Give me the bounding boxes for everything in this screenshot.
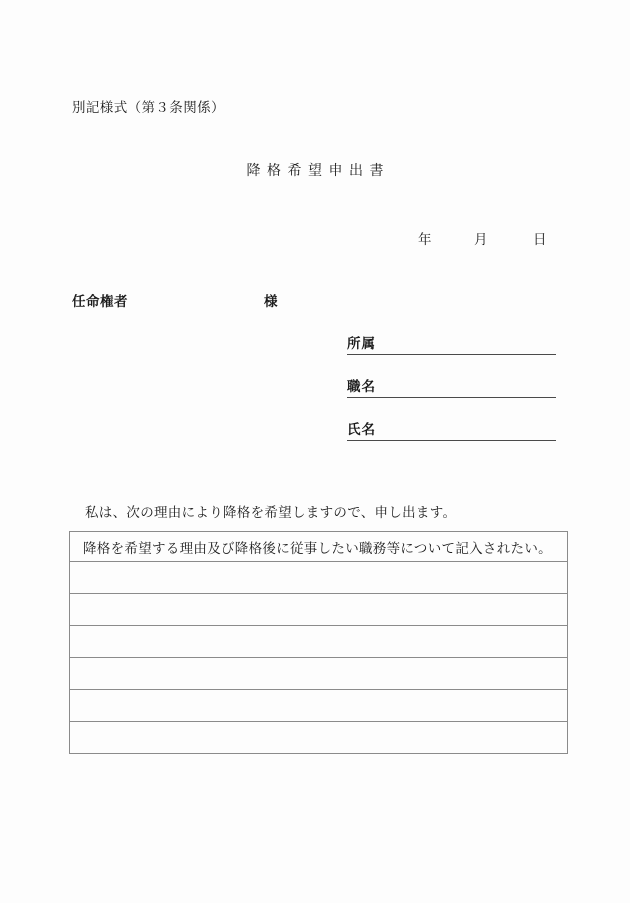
addressee-honorific: 様 bbox=[264, 294, 278, 309]
field-name[interactable] bbox=[347, 418, 556, 441]
addressee-line bbox=[72, 290, 512, 310]
reason-entry-cell[interactable] bbox=[70, 562, 568, 594]
field-name-label: 氏名 bbox=[347, 422, 376, 437]
table-row[interactable] bbox=[70, 562, 568, 594]
field-affiliation-label: 所属 bbox=[347, 336, 376, 351]
reason-table bbox=[69, 531, 568, 754]
date-month-label: 月 bbox=[474, 232, 488, 247]
table-row[interactable] bbox=[70, 658, 568, 690]
reason-entry-cell[interactable] bbox=[70, 626, 568, 658]
field-job-title-label: 職名 bbox=[347, 379, 376, 394]
field-job-title[interactable] bbox=[347, 375, 556, 398]
reason-entry-cell[interactable] bbox=[70, 658, 568, 690]
table-row[interactable] bbox=[70, 722, 568, 754]
table-row[interactable] bbox=[70, 626, 568, 658]
table-header-row bbox=[70, 532, 568, 562]
addressee-recipient: 任命権者 bbox=[72, 294, 128, 309]
table-row[interactable] bbox=[70, 690, 568, 722]
document-title: 降格希望申出書 bbox=[246, 164, 390, 179]
reason-table-header: 降格を希望する理由及び降格後に従事したい職務等について記入されたい。 bbox=[70, 532, 568, 562]
reason-entry-cell[interactable] bbox=[70, 690, 568, 722]
date-day-label: 日 bbox=[533, 232, 547, 247]
date-year-label: 年 bbox=[418, 232, 432, 247]
reason-entry-cell[interactable] bbox=[70, 722, 568, 754]
field-affiliation[interactable] bbox=[347, 332, 556, 355]
table-row[interactable] bbox=[70, 594, 568, 626]
date-line bbox=[0, 228, 630, 248]
form-number: 別記様式（第３条関係） bbox=[72, 100, 225, 115]
reason-entry-cell[interactable] bbox=[70, 594, 568, 626]
statement-text: 私は、次の理由により降格を希望しますので、申し出ます。 bbox=[85, 505, 457, 520]
